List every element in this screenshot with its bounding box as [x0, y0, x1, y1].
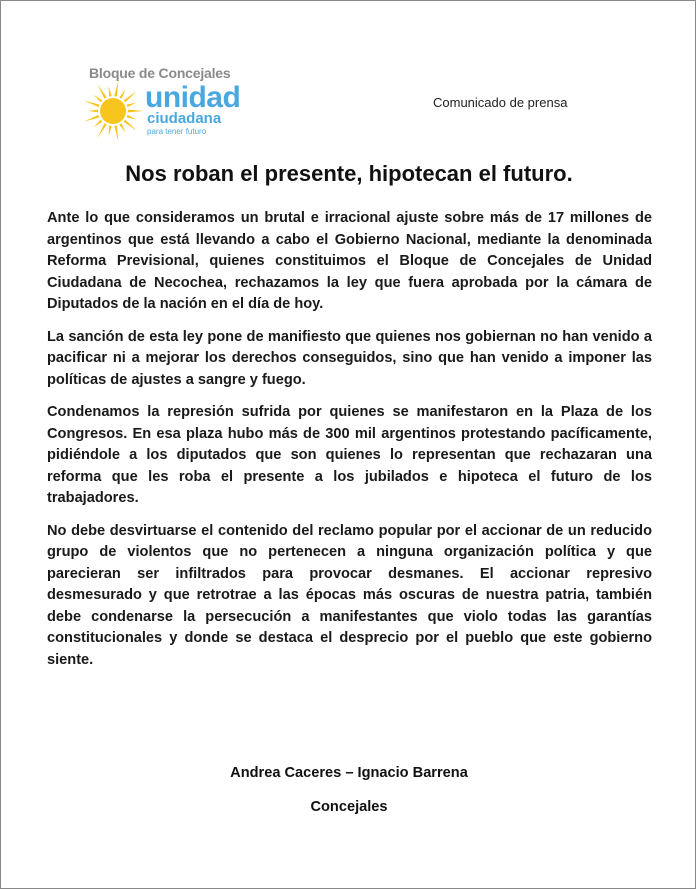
signature-names: Andrea Caceres – Ignacio Barrena: [230, 765, 468, 781]
sun-ray: [124, 120, 137, 131]
sun-ray: [119, 123, 125, 132]
sun-ray: [109, 125, 112, 135]
document-body: [47, 208, 652, 682]
sun-ray: [94, 95, 103, 102]
sun-ray: [84, 100, 100, 107]
sun-ray: [128, 110, 144, 113]
sun-ray: [88, 110, 98, 113]
sun-ray: [84, 115, 100, 122]
document-title: Nos roban el presente, hipotecan el futuro.: [125, 161, 573, 186]
sun-ray: [127, 102, 137, 107]
press-release-label: Comunicado de prensa: [433, 95, 568, 110]
sun-ray: [127, 115, 137, 120]
paragraph-3: Condenamos la represión sufrida por quienes se manifestaron en la Plaza de los Congresos. En esa plaza hubo más de 300 mil argentinos protestando pacíficamente, pidiéndole a los diputados que son quienes lo representan que rechazaran una reforma que les roba el presente a los jubilados e hipoteca el futuro de los trabajadores.: [47, 404, 652, 506]
sun-ray: [94, 120, 103, 127]
signature-role: Concejales: [310, 799, 388, 815]
logo-tagline: para tener futuro: [147, 127, 207, 136]
logo-subword: ciudadana: [147, 110, 222, 127]
logo-top-text: Bloque de Concejales: [89, 65, 231, 81]
sun-icon: [81, 79, 145, 143]
sun-ray: [119, 89, 125, 98]
sun-ray: [114, 125, 118, 141]
sun-ray: [98, 84, 107, 99]
sun-ray: [109, 86, 112, 96]
logo-word: unidad: [145, 81, 241, 114]
unidad-ciudadana-logo: [81, 65, 261, 145]
sun-ray: [98, 123, 107, 138]
paragraph-2: La sanción de esta ley pone de manifiesto que quienes nos gobiernan no han venido a pacificar ni a mejorar los derechos conseguidos, sino que han venido a imponer las políticas de ajustes a sangre y fuego.: [47, 328, 652, 388]
sun-ray: [124, 91, 137, 102]
paragraph-1: Ante lo que consideramos un brutal e irracional ajuste sobre más de 17 millones de argentinos que está llevando a cabo el Gobierno Nacional, mediante la denominada Reforma Previsional, quienes constituimos el Bloque de Concejales de Unidad Ciudadana de Necochea, rechazamos la ley que fuera aprobada por la cámara de Diputados de la nación en el día de hoy.: [47, 210, 652, 312]
sun-ray: [114, 80, 118, 96]
paragraph-4: No debe desvirtuarse el contenido del reclamo popular por el accionar de un reducido grupo de violentos que no pertenecen a ninguna organización política y que parecieran ser infiltrados para provocar desmanes. El accionar represivo desmesurado y que retrotrae a las épocas más oscuras de nuestra patria, también debe condenarse la persecución a manifestantes que violo todas las garantías constitucionales y donde se destaca el desprecio por el pueblo que este gobierno siente.: [47, 522, 652, 668]
